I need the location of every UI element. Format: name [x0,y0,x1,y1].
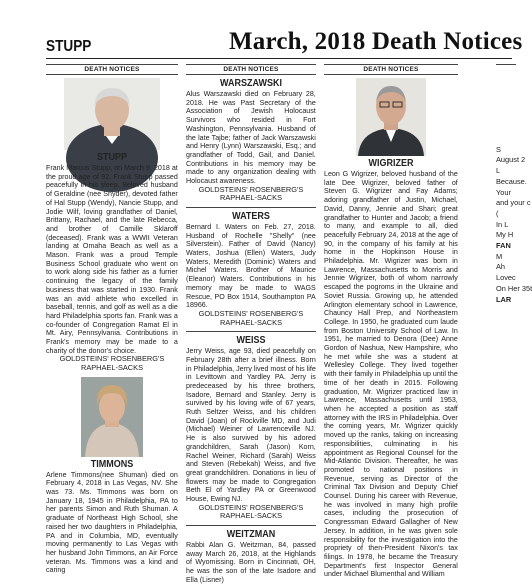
cropped-line: In L [496,219,509,229]
obituary-name: TIMMONS [90,458,134,470]
obituary-text: Jerry Weiss, age 93, died peacefully on February 28th after a brief illness. Born in Philadelphia, Jerry lived most of his life in Levittown and Yardley PA. Jerry is predeceased by his three brothers, Isadore, Bernard and Stanley. Jerry is survived by his loving wife of 67 years, Ruth Seltzer Weiss, and his children David (Joan) of Rockville MD, and Judi (Michael) Weiner of Lawrenceville NJ. He is also survived by his adored grandchildren, Sarah (Jason) Korn, Rachel Weiner, Richard (Sarah) Weiss and Steven (Rebekah) Weiss, and five great grandchildren. Donations in lieu of flowers may be made to Congregation Beth El of Yardley PA or Greenwood House, Ewing NJ. [186,346,316,504]
cropped-line: My H [496,230,514,240]
section-header: DEATH NOTICES [46,64,178,75]
obituary-text: Rabbi Alan G. Weitzman, 84, passed away March 26, 2018, at the Highlands of Wyomissing. Born in Cincinnati, OH, he was the son of the late Isadore and Ella (Lisner) [186,539,316,584]
masthead-rule [46,58,512,59]
section-header: DEATH NOTICES [324,64,458,75]
funeral-home: GOLDSTEINS' ROSENBERG'S RAPHAEL-SACKS [198,308,304,327]
divider [186,331,316,332]
cropped-lines [496,144,532,305]
column-4-cropped [496,64,532,512]
photo-stupp [64,78,160,150]
funeral-home: GOLDSTEINS' ROSENBERG'S RAPHAEL-SACKS [59,354,165,373]
cropped-line: Lovec [496,273,516,283]
masthead [0,0,523,62]
column-1 [46,64,178,575]
funeral-home: GOLDSTEINS' ROSENBERG'S RAPHAEL-SACKS [198,502,304,521]
section-label: STUPP [46,38,92,55]
cropped-line: M [496,251,503,261]
obituary-name: WATERS [232,210,270,222]
obituary-text: Arlene Timmons(nee Shuman) died on February 4, 2018 in Las Vegas, NV. She was 73. Ms. Timmons was born on January 18, 1945 in Philadelphia, PA to her parents Simon and Ruth Shuman. A graduate of Northeast High School, she raised her two daughters in Philadelphia, PA and in Columbia, MD, eventually moving permanently to Las Vegas with her husband John Timmons, an Air Force veteran. Ms. Timmons was a kind and caring [46,469,178,575]
cropped-line: On Her 35t [496,283,532,293]
funeral-home: GOLDSTEINS' ROSENBERG'S RAPHAEL-SACKS [198,184,304,203]
cropped-line: Because. [496,176,527,186]
cropped-line: Ah [496,262,506,272]
photo-timmons [81,377,143,457]
divider [186,525,316,526]
cropped-line: FAN [496,241,511,251]
obituary-text: Alus Warszawski died on February 28, 2018. He was Past Secretary of the Association of Jewish Holocaust Survivors who resided in Fort Washington, Pennsylvania. Husband of the late Tajbe; father of Jack Warszawski and Henry (Lynn) Warszawski, Esq.; and grandfather of Todd, Gail, and Daniel. Contributions in his memory may be made to any organization dealing with Holocaust awareness. [186,89,316,186]
obituary-text: Frank Marcus Stupp, on March 9, 2018 at the proud age of 92. Frank Stupp passed peacefully in his sleep. Beloved husband of Geraldine (nee Snyder), devoted father of Hal Stupp (Wendy), Nancie Stupp, and Jodie Wilf, loving grandfather of Daniel, Brittany, Rachael, and the late Rebecca, and brother of Camille Sklaroff (deceased). Frank was a WWII Veteran landing at Omaha Beach as well as a Mason. Frank was a proud Temple Business School graduate who went on to work along side his father as a furrier continuing the legacy of the family business that was started in 1930. Frank was an avid athlete who excelled in baseball, tennis, and golf as well as a die hard Philadelphia sports fan. Frank was a co-founder of Congregation Ramat El in Mt. Airy, Pennsylvania. Contributions in Frank's memory may be made to a charity of the donor's choice. [46,163,178,355]
cropped-line: L [496,166,501,176]
obituary-name: WEISS [236,335,266,347]
obituary-name: WIGRIZER [368,158,414,169]
obituary-text: Bernard I. Waters on Feb. 27, 2018. Husband of Rochelle "Shelly" (nee Silverstein). Father of David (Nancy) Waters, Joshua (Ellen) Waters, Judy Waters, Meredith (Dominic) Waters and Michel Waters. Brother of Maurice (Eleanor) Waters. Contributions in his memory may be made to WAGS Rescue, PO Box 1514, Southampton PA 18966. [186,221,316,310]
cropped-line: Your [496,187,511,197]
obituary-name: WEITZMAN [226,528,276,540]
divider [186,207,316,208]
cropped-line: ( [496,208,499,218]
cropped-line: LAR [496,294,512,304]
column-2 [186,64,316,584]
page-title: March, 2018 Death Notices [229,28,523,55]
obituary-text: Leon G Wigrizer, beloved husband of the late Dee Wigrizer, beloved father of Steven G. Wigrizer and Fay Adams; adoring grandfather of Justin, Michael, David, Danny, Jennie and Shari; great grandfather to Hunter and Jacob; a friend to many, and example to all, died peacefully February 24, 2018 at the age of 90, in the company of his family at his home in the Hopkinson House in Philadelphia. Mr. Wigrizer was born in Lawrence, Massachusetts to Morris and Jennie Wigrizer, both of whom narrowly escaped the pogroms in the Ukraine and Soviet Russia. Growing up, he attended Arlington elementary school in Lawrence, Chauncy Hall Prep, and Northeastern College. In 1950, he graduated cum laude from Boston University School of Law. In 1951, he married to Denora (Dee) Anne Gordon of Nashua, New Hampshire, who he met while she was a student at Wellesley College. They lived together with their family in Philadelphia up until the time of her death in 2015. Following graduation, Mr. Wigrizer practiced law in Lawrence, Massachusetts until 1953, when he accepted a position as staff attorney with the IRS in Philadelphia. Over the coming years, Mr. Wigrizer quickly moved up the ranks, taking on increasing responsibilities, culminating in his appointment as Regional Counsel for the Mid-Atlantic Division. Thereafter, he was promoted to national positions in Revenue, serving as Director of the Criminal Tax Division and Deputy Chief Counsel. During his career with Revenue, he was involved in many high profile cases, including the prosecution of Congressman Edward Gallagher of New Jersey. In addition, in he was given sole responsibility for the investigation into the propriety of then-President Nixon's tax filings. In 1978, he became the Treasury Department's first Inspector General under Michael Blumenthal and William [324,169,458,579]
section-header-cropped [496,64,516,76]
column-3 [324,64,458,579]
cropped-line: S [496,144,501,154]
cropped-line: and your c [496,198,531,208]
section-header: DEATH NOTICES [186,64,316,75]
cropped-line: August 2 [496,155,526,165]
obituary-name: STUPP [96,152,128,163]
obituary-name: WARSZAWSKI [219,78,282,89]
photo-wigrizer [356,78,426,156]
